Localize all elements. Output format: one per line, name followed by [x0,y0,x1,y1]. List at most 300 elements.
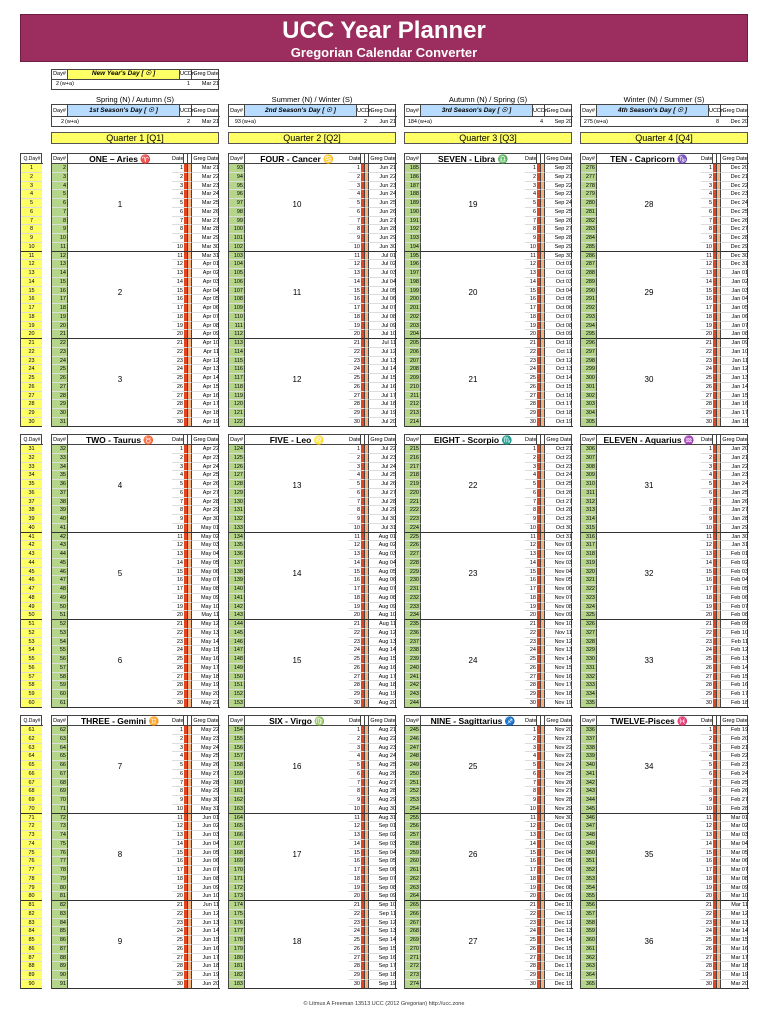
day-number: 322 [581,585,597,594]
day-number: 29 [52,400,68,409]
date-number: 5 [172,199,184,208]
marker-header [541,435,545,445]
greg-date: Aug 09 [369,603,397,612]
qday-cell: 24 [21,365,42,374]
date-label: Date [701,156,713,162]
date-number: 16 [525,295,537,304]
day-number: 46 [52,568,68,577]
greg-date: Dec 05 [545,857,573,866]
greg-date: Aug 30 [369,805,397,814]
date-number: 20 [525,330,537,339]
greg-date: Feb 27 [721,796,749,805]
greg-date: Feb 05 [721,585,749,594]
greg-date: Sep 20 [545,164,573,173]
qday-cell: 4 [21,190,42,199]
greg-date: Oct 07 [545,313,573,322]
greg-date: Sep 07 [369,875,397,884]
date-number: 2 [525,454,537,463]
week-divider [421,707,525,708]
day-number: 266 [405,910,421,919]
week-number: 5 [117,568,123,578]
greg-date: Nov 03 [545,559,573,568]
day-number: 263 [405,884,421,893]
day-number: 243 [405,690,421,699]
date-number: 11 [172,252,184,261]
greg-label: Greg Date [722,156,748,162]
greg-date: Aug 16 [369,664,397,673]
date-number: 18 [701,594,713,603]
greg-date: Sep 11 [369,910,397,919]
qday-cell: 53 [21,638,42,647]
greg-date: Jan 27 [721,506,749,515]
week-divider [597,988,701,989]
day-number: 4 [52,182,68,191]
day-number: 248 [405,752,421,761]
greg-date: Jan 26 [721,498,749,507]
greg-date: Mar 06 [721,857,749,866]
date-number: 1 [349,726,361,735]
date-number: 4 [525,471,537,480]
day-number: 287 [581,260,597,269]
quarter-label: Quarter 3 [Q3] [404,132,572,144]
greg-date: Jul 23 [369,454,397,463]
day-number: 236 [405,629,421,638]
day-number: 277 [581,173,597,182]
day-number: 325 [581,611,597,620]
date-number: 10 [701,805,713,814]
date-number: 27 [525,673,537,682]
day-number: 40 [52,515,68,524]
qday-cell: 87 [21,954,42,963]
day-number: 212 [405,400,421,409]
season-day-name: 3rd Season's Day [ ☉ ] [421,105,533,117]
day-number: 197 [405,269,421,278]
date-number: 9 [525,515,537,524]
day-number: 270 [405,945,421,954]
date-number: 18 [525,313,537,322]
greg-date: Dec 13 [545,927,573,936]
greg-date: Apr 14 [192,374,220,383]
qday-label: Q.Day# [21,435,43,445]
date-number: 19 [525,884,537,893]
day-number: 101 [229,234,245,243]
qday-cell: 75 [21,849,42,858]
date-number: 12 [525,260,537,269]
greg-date: Aug 26 [369,770,397,779]
day-number: 202 [405,313,421,322]
day-number: 247 [405,744,421,753]
date-number: 29 [172,409,184,418]
date-number: 28 [349,962,361,971]
greg-date: Aug 27 [369,779,397,788]
date-number: 30 [172,418,184,427]
greg-date: Apr 05 [192,295,220,304]
date-number: 1 [701,164,713,173]
date-number: 30 [349,418,361,427]
day-number: 213 [405,409,421,418]
ucc-label: UCDn [180,105,192,117]
qday-cell: 16 [21,295,42,304]
date-number: 26 [701,664,713,673]
date-number: 28 [701,962,713,971]
date-number: 10 [525,524,537,533]
day-number: 63 [52,735,68,744]
qday-cell: 23 [21,357,42,366]
date-number: 25 [172,936,184,945]
day-number: 276 [581,164,597,173]
month-name: ONE – Aries ♈ [68,154,172,164]
day-number: 328 [581,638,597,647]
month-block [51,153,219,427]
qday-label: Q.Day# [21,154,43,164]
day-number: 33 [52,454,68,463]
date-number: 7 [172,217,184,226]
day-number: 289 [581,278,597,287]
date-number: 4 [701,752,713,761]
day-number: 7 [52,208,68,217]
qday-cell: 76 [21,857,42,866]
date-number: 1 [349,164,361,173]
date-number: 18 [172,313,184,322]
greg-date: Feb 25 [721,779,749,788]
greg-date: Jul 01 [369,252,397,261]
greg-date: Aug 23 [369,744,397,753]
greg-date: Oct 14 [545,374,573,383]
greg-label: Greg Date [370,156,396,162]
date-number: 4 [172,471,184,480]
day-number: 218 [405,471,421,480]
greg-date: Oct 10 [545,339,573,348]
day-number: 41 [52,524,68,533]
greg-date: Jan 25 [721,489,749,498]
date-number: 2 [172,173,184,182]
greg-date: Jun 09 [192,884,220,893]
day-number: 133 [229,524,245,533]
date-number: 8 [701,506,713,515]
date-number: 24 [349,927,361,936]
date-number: 25 [525,936,537,945]
month-block [404,715,572,989]
date-number: 20 [172,892,184,901]
greg-date: Feb 09 [721,620,749,629]
week-number: 13 [292,481,302,490]
greg-date: Oct 22 [545,454,573,463]
day-number: 306 [581,445,597,454]
marker-header [541,154,545,164]
greg-date: Nov 26 [545,779,573,788]
greg-date: Dec 16 [545,954,573,963]
qday-cell: 12 [21,260,42,269]
greg-date: Jun 15 [192,936,220,945]
day-number: 157 [229,752,245,761]
date-number: 30 [349,980,361,989]
day-number: 315 [581,524,597,533]
qday-cell: 78 [21,875,42,884]
greg-date: Aug 13 [369,638,397,647]
greg-date: Oct 29 [545,515,573,524]
date-number: 17 [349,866,361,875]
new-year-ucc: 1 [186,81,190,87]
greg-date: Dec 20 [721,164,749,173]
date-number: 18 [349,594,361,603]
month-name: TWELVE-Pisces ♓ [597,716,701,726]
date-number: 21 [349,620,361,629]
greg-label: Greg Date [546,718,572,724]
date-number: 21 [701,339,713,348]
greg-date: Mar 12 [721,910,749,919]
greg-date: Apr 17 [192,400,220,409]
day-number: 6 [52,199,68,208]
date-number: 8 [172,787,184,796]
date-number: 2 [172,735,184,744]
greg-label: Greg Date [369,105,397,117]
date-number: 3 [172,182,184,191]
week-number: 2 [117,287,123,297]
day-number: 309 [581,471,597,480]
date-number: 14 [349,840,361,849]
date-number: 9 [172,796,184,805]
day-number: 208 [405,365,421,374]
greg-date: Mar 15 [721,936,749,945]
day-number: 37 [52,489,68,498]
greg-date: Apr 16 [192,392,220,401]
greg-date: Dec 25 [721,208,749,217]
greg-date: Feb 08 [721,611,749,620]
day-number: 91 [52,980,68,989]
greg-date: Aug 24 [369,752,397,761]
date-number: 25 [349,936,361,945]
greg-date: Feb 17 [721,690,749,699]
week-divider [68,900,172,901]
greg-date: Nov 10 [545,620,573,629]
greg-date: Feb 16 [721,681,749,690]
date-number: 29 [172,690,184,699]
date-number: 13 [525,269,537,278]
date-number: 13 [701,550,713,559]
greg-date: Sep 19 [369,980,397,989]
day-number: 360 [581,936,597,945]
greg-date: Apr 13 [192,365,220,374]
day-label: Day# [405,105,421,117]
date-number: 10 [172,243,184,252]
greg-date: Apr 27 [192,489,220,498]
date-number: 16 [172,857,184,866]
date-number: 22 [349,629,361,638]
qday-cell: 30 [21,418,42,427]
day-number: 24 [52,357,68,366]
greg-label: Greg Date [370,437,396,443]
day-number: 358 [581,919,597,928]
day-number: 285 [581,243,597,252]
date-number: 25 [172,655,184,664]
day-number: 148 [229,655,245,664]
greg-date: Jan 12 [721,365,749,374]
date-number: 10 [172,805,184,814]
greg-date: Jul 14 [369,365,397,374]
qday-cell: 72 [21,822,42,831]
day-number: 199 [405,287,421,296]
week-divider [421,338,525,339]
date-number: 26 [525,945,537,954]
date-number: 6 [701,208,713,217]
greg-date: Nov 24 [545,761,573,770]
greg-date: Jan 13 [721,374,749,383]
day-number: 65 [52,752,68,761]
date-number: 14 [172,559,184,568]
date-label: Date [525,437,537,443]
date-label: Date [701,718,713,724]
day-number: 27 [52,383,68,392]
greg-date: Dec 28 [721,234,749,243]
date-number: 17 [349,304,361,313]
date-number: 27 [172,954,184,963]
greg-date: Sep 28 [545,234,573,243]
day-number: 294 [581,322,597,331]
qday-cell: 39 [21,515,42,524]
date-number: 29 [701,690,713,699]
month-name: NINE - Sagittarius ♐ [421,716,525,726]
date-number: 21 [525,620,537,629]
quarter-label: Quarter 4 [Q4] [580,132,748,144]
greg-date: Mar 27 [192,217,220,226]
qday-cell: 6 [21,208,42,217]
date-number: 5 [701,761,713,770]
day-number: 81 [52,892,68,901]
qday-column [20,434,42,708]
day-number: 301 [581,383,597,392]
day-number: 116 [229,365,245,374]
greg-date: Jul 16 [369,383,397,392]
date-number: 25 [701,936,713,945]
greg-date: Nov 15 [545,664,573,673]
day-number: 36 [52,480,68,489]
greg-date: Sep 29 [545,243,573,252]
date-number: 23 [525,357,537,366]
date-number: 29 [349,690,361,699]
date-number: 30 [172,699,184,708]
week-number: 25 [468,762,478,771]
greg-date: Sep 14 [369,936,397,945]
qday-cell: 2 [21,173,42,182]
day-number: 242 [405,681,421,690]
greg-date: Jun 12 [192,910,220,919]
week-number: 3 [117,375,123,384]
date-number: 29 [349,971,361,980]
greg-date: Nov 08 [545,603,573,612]
day-number: 249 [405,761,421,770]
date-number: 13 [172,550,184,559]
date-number: 23 [701,919,713,928]
day-number: 174 [229,901,245,910]
date-number: 12 [349,822,361,831]
greg-date: Sep 22 [545,182,573,191]
day-number: 110 [229,313,245,322]
qday-label: Q.Day# [21,716,43,726]
date-number: 14 [349,278,361,287]
day-number: 183 [229,980,245,989]
day-number: 274 [405,980,421,989]
date-number: 28 [349,681,361,690]
date-number: 5 [349,761,361,770]
date-number: 2 [349,173,361,182]
greg-date: Nov 27 [545,787,573,796]
date-number: 23 [349,357,361,366]
date-number: 3 [701,744,713,753]
day-number: 34 [52,463,68,472]
greg-date: Nov 25 [545,770,573,779]
greg-date: Jun 22 [369,173,397,182]
date-number: 12 [701,260,713,269]
greg-date: Apr 22 [192,445,220,454]
week-divider [421,426,525,427]
day-number: 172 [229,884,245,893]
day-number: 55 [52,646,68,655]
day-number: 20 [52,322,68,331]
date-label: Date [172,437,184,443]
week-number: 30 [644,375,654,384]
day-number: 271 [405,954,421,963]
day-number: 114 [229,348,245,357]
greg-date: May 02 [192,533,220,542]
day-number: 343 [581,787,597,796]
day-number: 119 [229,392,245,401]
day-number: 189 [405,199,421,208]
day-number: 180 [229,954,245,963]
greg-date: Aug 01 [369,533,397,542]
date-number: 24 [525,927,537,936]
date-label: Date [349,718,361,724]
greg-date: Jan 09 [721,339,749,348]
week-divider [245,813,349,814]
day-number: 331 [581,664,597,673]
day-number: 80 [52,884,68,893]
qday-cell: 86 [21,945,42,954]
greg-date: Oct 23 [545,463,573,472]
page-subtitle: Gregorian Calendar Converter [290,45,478,60]
day-label: Day# [581,154,597,164]
qday-cell: 54 [21,646,42,655]
qday-cell: 35 [21,480,42,489]
qday-cell: 46 [21,576,42,585]
date-number: 23 [349,919,361,928]
date-number: 20 [172,611,184,620]
day-number: 323 [581,594,597,603]
greg-date: May 27 [192,770,220,779]
day-number: 144 [229,620,245,629]
date-number: 11 [172,533,184,542]
date-number: 27 [701,673,713,682]
greg-date: Jan 22 [721,463,749,472]
date-number: 18 [525,594,537,603]
day-number: 365 [581,980,597,989]
date-label: Date [349,156,361,162]
date-number: 14 [525,559,537,568]
date-number: 21 [172,901,184,910]
date-number: 19 [349,884,361,893]
week-number: 7 [117,762,123,771]
qday-cell: 3 [21,182,42,191]
greg-date: Nov 06 [545,585,573,594]
day-number: 94 [229,173,245,182]
greg-date: Jun 17 [192,954,220,963]
day-number: 283 [581,225,597,234]
season-box [51,104,219,127]
date-number: 22 [172,910,184,919]
day-number: 137 [229,559,245,568]
greg-date: Apr 07 [192,313,220,322]
greg-date: Sep 05 [369,857,397,866]
qday-cell: 60 [21,699,42,708]
